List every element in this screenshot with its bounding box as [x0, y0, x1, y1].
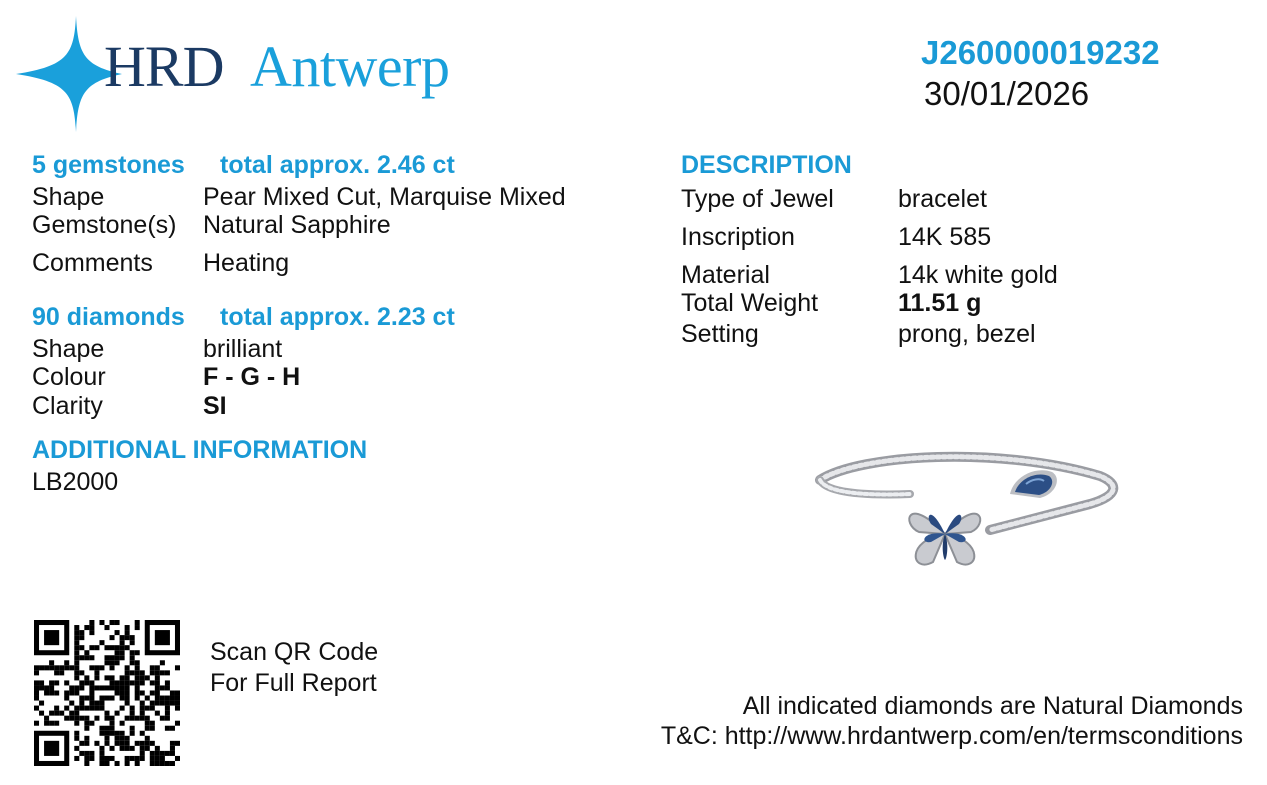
gemstones-count-title: 5 gemstones	[32, 151, 185, 179]
additional-info-value: LB2000	[32, 468, 119, 496]
gem-shape-value: Pear Mixed Cut, Marquise Mixed	[203, 183, 566, 211]
additional-info-title: ADDITIONAL INFORMATION	[32, 436, 368, 464]
diamonds-total-title: total approx. 2.23 ct	[220, 303, 455, 331]
scan-qr-text	[210, 637, 378, 699]
scan-qr-line2: For Full Report	[210, 669, 377, 697]
gem-comments-label: Comments	[32, 249, 153, 277]
desc-inscription-value: 14K 585	[898, 223, 992, 251]
dia-colour-value: F - G - H	[203, 363, 301, 391]
logo-hrd-text: HRD	[104, 34, 224, 99]
natural-diamonds-note: All indicated diamonds are Natural Diamonds	[742, 692, 1243, 720]
gem-comments-value: Heating	[203, 249, 290, 277]
diamonds-count-title: 90 diamonds	[32, 303, 185, 331]
desc-type-value: bracelet	[898, 185, 987, 213]
desc-inscription-label: Inscription	[681, 223, 795, 251]
desc-material-value: 14k white gold	[898, 261, 1058, 289]
desc-type-label: Type of Jewel	[681, 185, 834, 213]
report-number: J260000019232	[921, 34, 1160, 71]
gem-shape-label: Shape	[32, 183, 105, 211]
dia-clarity-value: SI	[203, 392, 227, 420]
gem-type-value: Natural Sapphire	[203, 211, 391, 239]
desc-weight-label: Total Weight	[681, 289, 819, 317]
bracelet-image	[800, 436, 1130, 586]
dia-clarity-label: Clarity	[32, 392, 103, 420]
description-title: DESCRIPTION	[681, 151, 852, 179]
dia-colour-label: Colour	[32, 363, 106, 391]
gem-type-label: Gemstone(s)	[32, 211, 177, 239]
dia-shape-label: Shape	[32, 335, 105, 363]
report-date: 30/01/2026	[924, 75, 1090, 112]
scan-qr-line1: Scan QR Code	[210, 638, 379, 666]
desc-weight-value: 11.51 g	[898, 289, 982, 317]
gemstones-total-title: total approx. 2.46 ct	[220, 151, 455, 179]
logo-antwerp-text: Antwerp	[250, 34, 450, 99]
qr-code-icon[interactable]	[34, 620, 180, 766]
desc-setting-value: prong, bezel	[898, 320, 1036, 348]
desc-setting-label: Setting	[681, 320, 759, 348]
dia-shape-value: brilliant	[203, 335, 283, 363]
terms-link[interactable]: T&C: http://www.hrdantwerp.com/en/termsconditions	[660, 722, 1243, 750]
desc-material-label: Material	[681, 261, 770, 289]
